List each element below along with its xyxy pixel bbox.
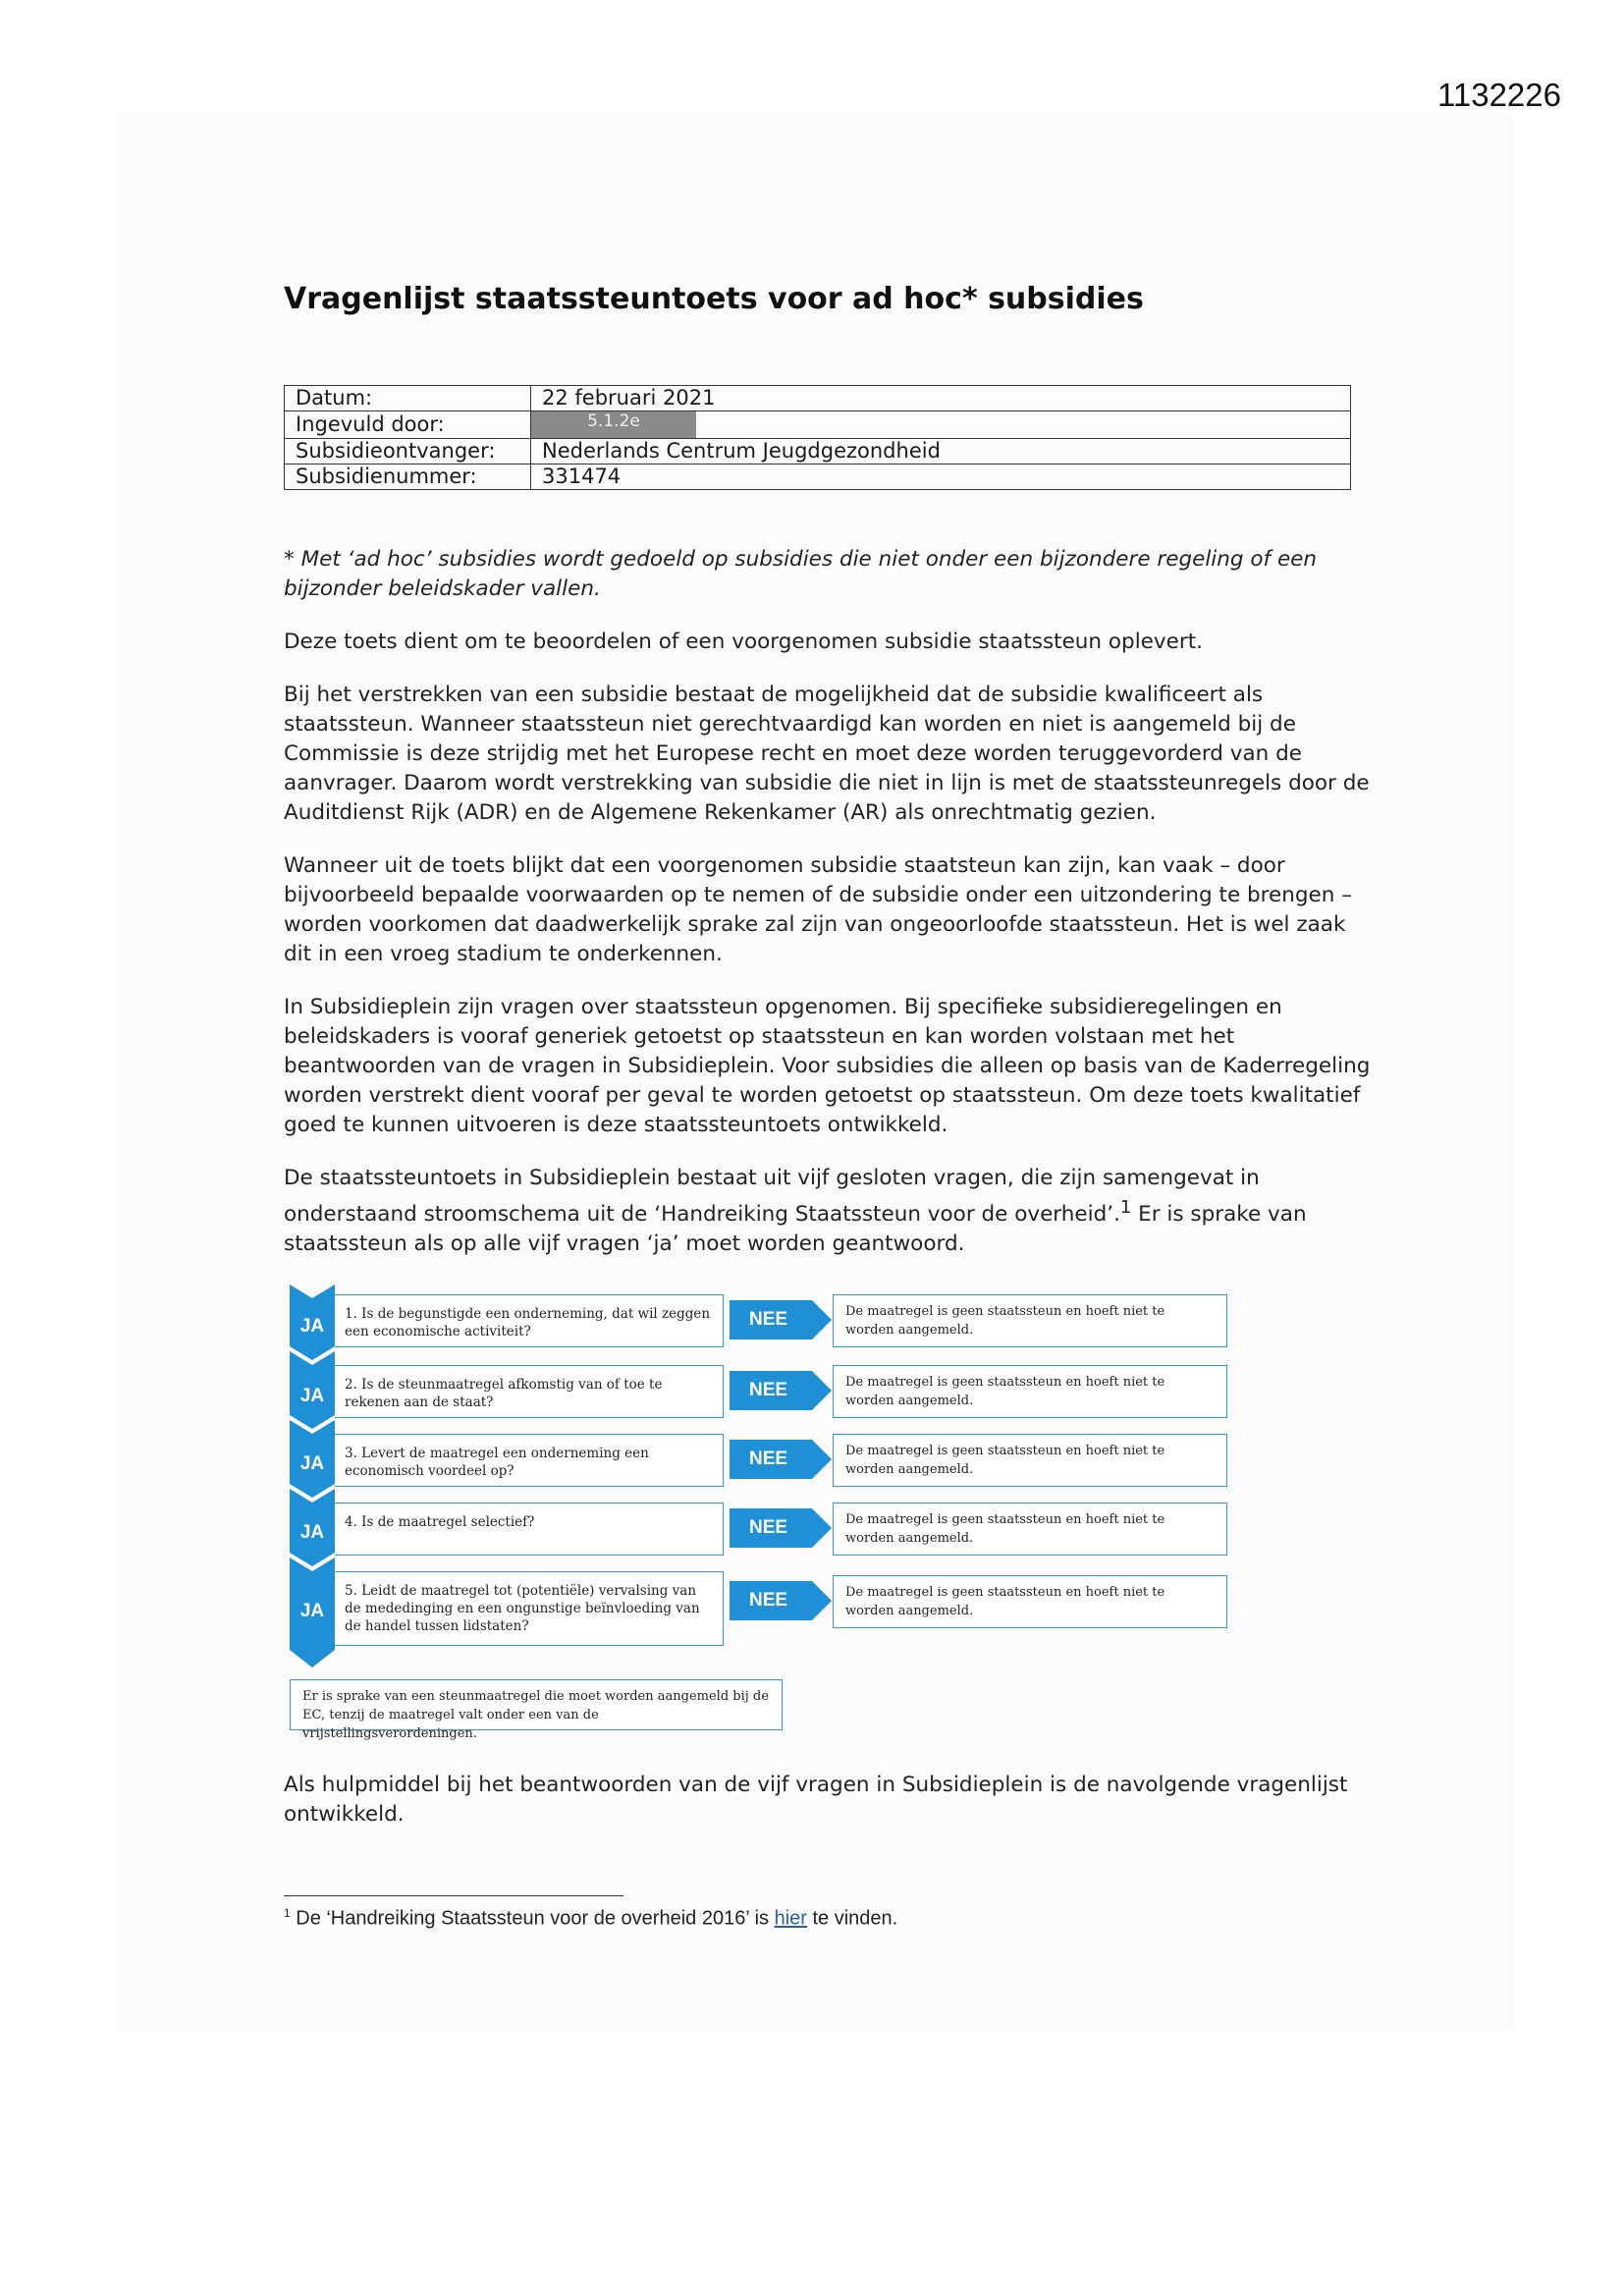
ja-label-2: JA — [299, 1386, 325, 1406]
question-box-1 — [335, 1294, 724, 1347]
result-box-4: De maatregel is geen staatssteun en hoeft niet te worden aangemeld. — [833, 1503, 1227, 1556]
page-title: Vragenlijst staatssteuntoets voor ad hoc* subsidies — [284, 282, 1144, 316]
question-text-3: 3. Levert de maatregel een onderneming een economisch voordeel op? — [345, 1446, 649, 1479]
nee-arrow-2 — [730, 1371, 832, 1410]
ingevuld-door-label: Ingevuld door: — [285, 411, 531, 439]
subsidienummer-value: 331474 — [531, 465, 1351, 490]
document-number: 1132226 — [1436, 77, 1561, 113]
nee-label-3: NEE — [749, 1449, 788, 1469]
table-row — [285, 411, 1351, 439]
datum-label: Datum: — [285, 386, 531, 411]
table-row — [285, 386, 1351, 411]
table-row — [285, 465, 1351, 490]
paragraph-vijf-vragen — [284, 1164, 1374, 1259]
subsidieontvanger-value: Nederlands Centrum Jeugdgezondheid — [531, 439, 1351, 465]
result-box-3: De maatregel is geen staatssteun en hoeft niet te worden aangemeld. — [833, 1434, 1227, 1487]
ad-hoc-note: * Met ‘ad hoc’ subsidies wordt gedoeld op subsidies die niet onder een bijzondere regeling of een bijzonder beleidskader vallen. — [284, 547, 1318, 601]
footnote-reference: 1 — [1119, 1197, 1132, 1218]
footnote-number: 1 — [284, 1906, 291, 1920]
result-box-5: De maatregel is geen staatssteun en hoeft niet te worden aangemeld. — [833, 1575, 1227, 1628]
question-text-4: 4. Is de maatregel selectief? — [345, 1514, 535, 1530]
nee-arrow-4 — [730, 1508, 832, 1548]
paragraph-subsidieplein: In Subsidieplein zijn vragen over staatssteun opgenomen. Bij specifieke subsidieregelingen en beleidskaders is vooraf generiek getoetst op staatssteun en kan worden volstaan met het beantwoorden van de vragen in Subsidieplein. Voor subsidies die alleen op basis van de Kaderregeling worden verstrekt dient vooraf per geval te worden getoetst op staatssteun. Om deze toets kwalitatief goed te kunnen uitvoeren is deze staatssteuntoets ontwikkeld. — [284, 995, 1371, 1137]
question-box-5 — [335, 1571, 724, 1646]
question-box-3 — [335, 1434, 724, 1487]
body-text — [284, 545, 1374, 1283]
question-box-4 — [335, 1503, 724, 1556]
result-box-1: De maatregel is geen staatssteun en hoeft niet te worden aangemeld. — [833, 1294, 1227, 1347]
paragraph-vijf-vragen-text: De staatssteuntoets in Subsidieplein bestaat uit vijf gesloten vragen, die zijn samengevat in onderstaand stroomschema uit de ‘Handreiking Staatssteun voor de overheid’. — [284, 1166, 1260, 1228]
footnote-link[interactable]: hier — [774, 1907, 807, 1930]
paragraph-purpose: Deze toets dient om te beoordelen of een voorgenomen subsidie staatssteun oplevert. — [284, 629, 1203, 654]
footnote-divider — [284, 1895, 623, 1896]
question-text-2: 2. Is de steunmaatregel afkomstig van of toe te rekenen aan de staat? — [345, 1377, 663, 1410]
final-conclusion-box: Er is sprake van een steunmaatregel die moet worden aangemeld bij de EC, tenzij de maatregel valt onder een van de vrijstellingsverordeningen. — [290, 1679, 783, 1730]
paragraph-voorkomen: Wanneer uit de toets blijkt dat een voorgenomen subsidie staatsteun kan zijn, kan vaak – door bijvoorbeeld bepaalde voorwaarden op te nemen of de subsidie onder een uitzondering te brengen – worden voorkomen dat daadwerkelijk sprake zal zijn van ongeoorloofde staatssteun. Het is wel zaak dit in een vroeg stadium te onderkennen. — [284, 853, 1352, 966]
question-box-2 — [335, 1365, 724, 1418]
question-text-5: 5. Leidt de maatregel tot (potentiële) vervalsing van de mededinging en een ongunstige beïnvloeding van de handel tussen lidstaten? — [345, 1583, 700, 1634]
nee-arrow-5 — [730, 1581, 832, 1620]
question-text-1: 1. Is de begunstigde een onderneming, dat wil zeggen een economische activiteit? — [345, 1306, 711, 1339]
footnote — [284, 1906, 1364, 1931]
ja-label-3: JA — [299, 1453, 325, 1474]
ja-label-4: JA — [299, 1522, 325, 1543]
ja-label-1: JA — [299, 1316, 325, 1337]
paragraph-hulpmiddel: Als hulpmiddel bij het beantwoorden van de vijf vragen in Subsidieplein is de navolgende vragenlijst ontwikkeld. — [284, 1773, 1348, 1827]
result-box-2: De maatregel is geen staatssteun en hoeft niet te worden aangemeld. — [833, 1365, 1227, 1418]
nee-arrow-1 — [730, 1300, 832, 1339]
footnote-text: De ‘Handreiking Staatssteun voor de overheid 2016’ is — [290, 1907, 775, 1930]
nee-label-2: NEE — [749, 1380, 788, 1400]
datum-value: 22 februari 2021 — [531, 386, 1351, 411]
closing-text — [284, 1771, 1374, 1853]
redaction-mark: 5.1.2e — [531, 411, 696, 438]
ingevuld-door-value — [531, 411, 1351, 439]
nee-label-5: NEE — [749, 1590, 788, 1611]
paragraph-staatssteun: Bij het verstrekken van een subsidie bestaat de mogelijkheid dat de subsidie kwalificeert als staatssteun. Wanneer staatssteun niet gerechtvaardigd kan worden en niet is aangemeld bij de Commissie is deze strijdig met het Europese recht en moet deze worden teruggevorderd van de aanvrager. Daarom wordt verstrekking van subsidie die niet in lijn is met de staatssteunregels door de Auditdienst Rijk (ADR) en de Algemene Rekenkamer (AR) als onrechtmatig gezien. — [284, 683, 1370, 825]
flowchart — [290, 1285, 1232, 1741]
subsidienummer-label: Subsidienummer: — [285, 465, 531, 490]
footnote-text-end: te vinden. — [806, 1907, 898, 1930]
subsidieontvanger-label: Subsidieontvanger: — [285, 439, 531, 465]
paragraph-vijf-vragen-text-end: Er is sprake van staatssteun als op alle vijf vragen ‘ja’ moet worden geantwoord. — [284, 1202, 1307, 1257]
nee-arrow-3 — [730, 1440, 832, 1479]
ja-label-5: JA — [299, 1601, 325, 1621]
nee-label-1: NEE — [749, 1309, 788, 1330]
table-row — [285, 439, 1351, 465]
nee-label-4: NEE — [749, 1517, 788, 1538]
metadata-table — [284, 385, 1351, 490]
